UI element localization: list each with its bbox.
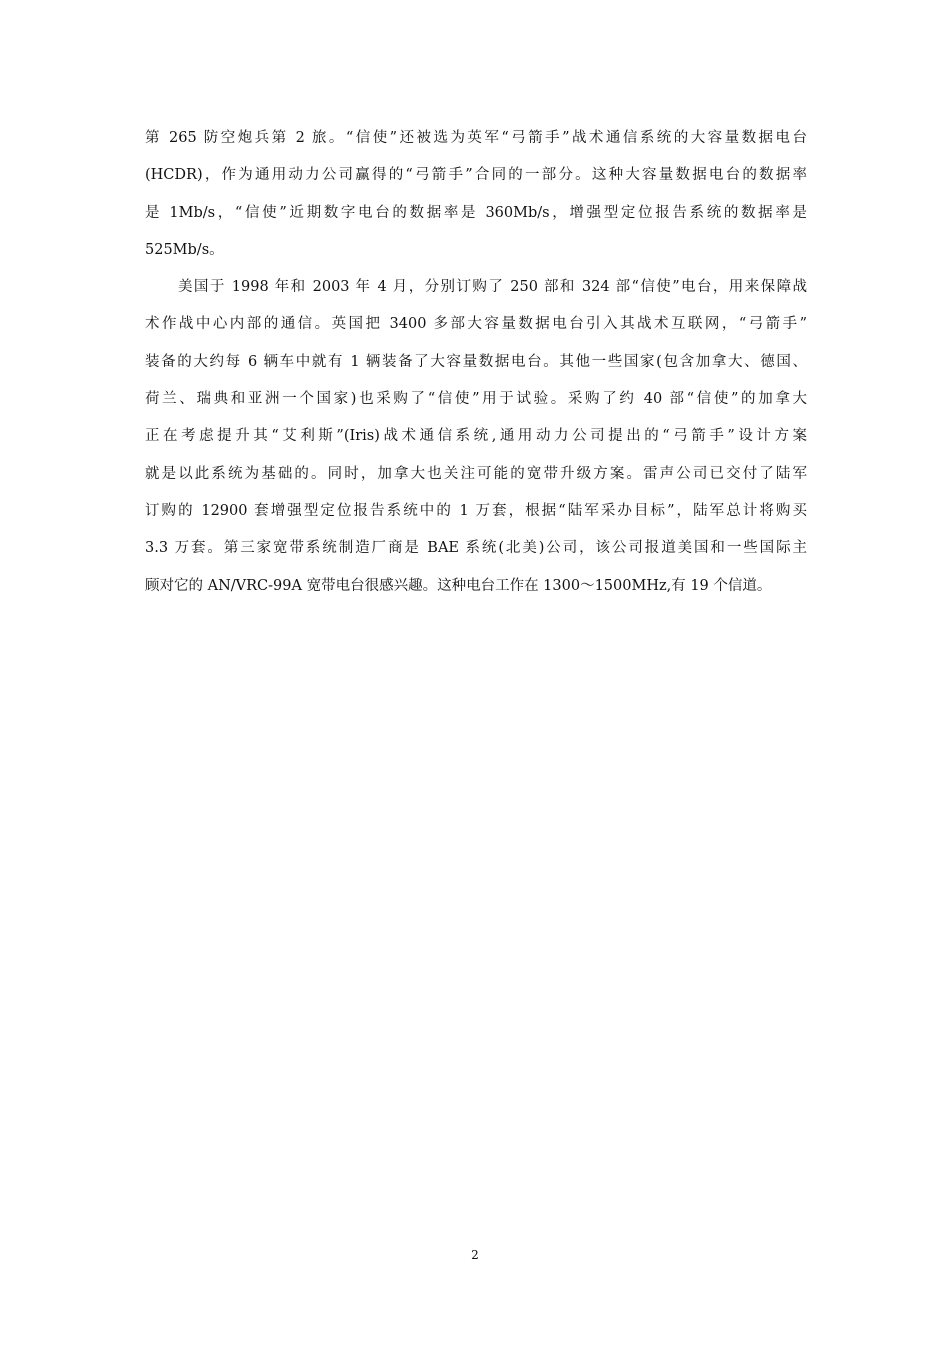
paragraph-2-line-6: 就是以此系统为基础的。同时，加拿大也关注可能的宽带升级方案。雷声公司已交付了陆军 [145,465,807,482]
paragraph-2-line-8: 3.3 万套。第三家宽带系统制造厂商是 BAE 系统(北美)公司，该公司报道美国和一些国际主 [145,540,807,557]
paragraph-1-line-1: 第 265 防空炮兵第 2 旅。“信使”还被选为英军“弓箭手”战术通信系统的大容量数据电台 [145,130,807,146]
page-number: 2 [471,1248,479,1262]
paragraph-2-line-9: 顾对它的 AN/VRC-99A 宽带电台很感兴趣。这种电台工作在 1300～1500MHz,有 19 个信道。 [145,577,772,594]
paragraph-2-line-5: 正在考虑提升其“艾利斯”(Iris)战术通信系统,通用动力公司提出的“弓箭手”设计方案 [145,428,807,445]
paragraph-2-line-1: 美国于 1998 年和 2003 年 4 月，分别订购了 250 部和 324 部“信使”电台，用来保障战 [178,279,807,296]
paragraph-1-line-3: 是 1Mb/s，“信使”近期数字电台的数据率是 360Mb/s，增强型定位报告系统的数据率是 [145,204,807,221]
paragraph-2-line-3: 装备的大约每 6 辆车中就有 1 辆装备了大容量数据电台。其他一些国家(包含加拿大、德国、 [145,353,807,370]
paragraph-2-line-7: 订购的 12900 套增强型定位报告系统中的 1 万套，根据“陆军采办目标”，陆军总计将购买 [145,502,807,519]
paragraph-2-line-4: 荷兰、瑞典和亚洲一个国家)也采购了“信使”用于试验。采购了约 40 部“信使”的加拿大 [145,391,807,408]
paragraph-1-line-2: (HCDR)，作为通用动力公司赢得的“弓箭手”合同的一部分。这种大容量数据电台的数据率 [145,167,807,184]
body-text [145,120,807,605]
paragraph-1-line-4: 525Mb/s。 [145,241,224,258]
paragraph-2-line-2: 术作战中心内部的通信。英国把 3400 多部大容量数据电台引入其战术互联网，“弓箭手” [145,316,807,333]
